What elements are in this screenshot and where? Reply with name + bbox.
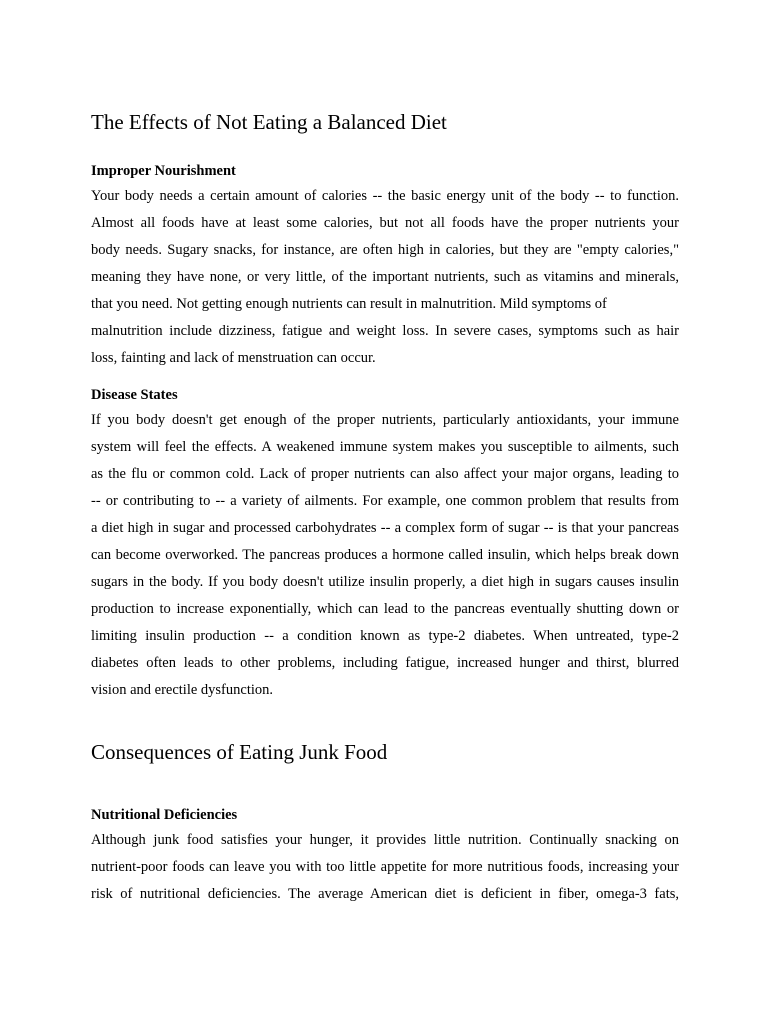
text-line: -- or contributing to -- a variety of ailments. For example, one common problem that results from [91,493,679,509]
text-line: a diet high in sugar and processed carbohydrates -- a complex form of sugar -- is that your pancreas [91,520,679,536]
subsection-heading: Improper Nourishment [91,163,236,179]
text-line: Although junk food satisfies your hunger, it provides little nutrition. Continually snacking on [91,832,679,848]
text-line: vision and erectile dysfunction. [91,682,274,698]
text-line: Your body needs a certain amount of calories -- the basic energy unit of the body -- to function. [91,188,679,204]
text-line: that you need. Not getting enough nutrients can result in malnutrition. Mild symptoms of [91,296,607,312]
text-line: If you body doesn't get enough of the proper nutrients, particularly antioxidants, your immune [91,412,679,428]
paragraph [91,827,679,908]
subsection-heading: Nutritional Deficiencies [91,807,238,823]
text-line: sugars in the body. If you body doesn't utilize insulin properly, a diet high in sugars causes insulin [91,574,679,590]
text-line: production to increase exponentially, which can lead to the pancreas eventually shutting down or [91,601,679,617]
paragraph [91,183,679,372]
text-line: loss, fainting and lack of menstruation can occur. [91,350,376,366]
text-line: diabetes often leads to other problems, including fatigue, increased hunger and thirst, blurred [91,655,679,671]
text-line: as the flu or common cold. Lack of proper nutrients can also affect your major organs, leading to [91,466,679,482]
text-line: can become overworked. The pancreas produces a hormone called insulin, which helps break down [91,547,679,563]
section-title: The Effects of Not Eating a Balanced Diet [91,110,447,134]
text-line: limiting insulin production -- a condition known as type-2 diabetes. When untreated, type-2 [91,628,679,644]
section-title: Consequences of Eating Junk Food [91,740,388,764]
subsection-heading: Disease States [91,387,178,403]
text-line: meaning they have none, or very little, of the important nutrients, such as vitamins and minerals, [91,269,679,285]
text-line: malnutrition include dizziness, fatigue and weight loss. In severe cases, symptoms such as hair [91,323,679,339]
text-line: Almost all foods have at least some calories, but not all foods have the proper nutrients your [91,215,679,231]
paragraph [91,407,679,704]
text-line: system will feel the effects. A weakened immune system makes you susceptible to ailments, such [91,439,679,455]
text-line: risk of nutritional deficiencies. The average American diet is deficient in fiber, omega-3 fats, [91,886,679,902]
text-line: nutrient-poor foods can leave you with too little appetite for more nutritious foods, increasing your [91,859,679,875]
text-line: body needs. Sugary snacks, for instance, are often high in calories, but they are "empty calories," [91,242,679,258]
